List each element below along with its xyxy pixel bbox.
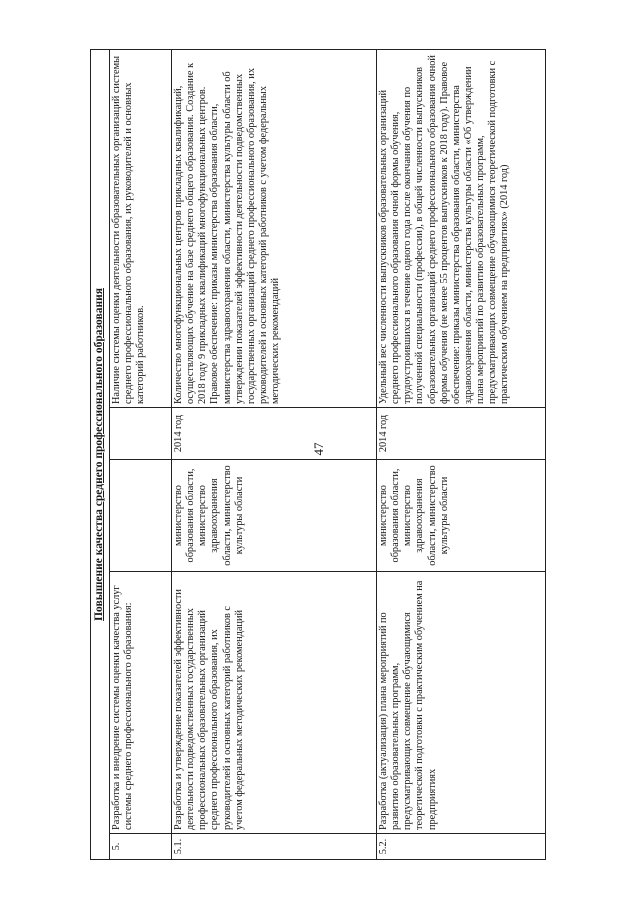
row-number: 5.1. — [172, 834, 377, 860]
result-cell: Удельный вес численности выпускников образовательных организаций среднего профессионального образования очной формы обучения, трудоустроившихся в течение одного года после окончания обучения по полученной специальности (профессии), в общей численности выпускников образовательных организаций среднего профессионального образования очной формы обучения (не менее 55 процентов выпускников к 2018 году). Правовое обеспечение: приказы министерства образования области, министерства здравоохранения области, министерства культуры области «Об утверждении плана мероприятий по развитию образовательных программ, предусматривающих совмещение обучающимися теоретической подготовки с практическим обучением на предприятиях» (2014 год) — [377, 49, 546, 407]
responsible-cell — [110, 460, 172, 572]
page-number: 47 — [311, 442, 326, 456]
row-number: 5.2. — [377, 834, 546, 860]
plan-table — [90, 49, 546, 860]
row-number: 5. — [110, 834, 172, 860]
result-cell: Количество многофункциональных центров прикладных квалификаций, осуществляющих обучение на базе среднего общего образования. Создание к 2018 году 9 прикладных квалификаций многофункциональных центров. Правовое обеспечение: приказы министерства образования области, министерства здравоохранения области, министерства культуры области об утверждении показателей эффективности деятельности подведомственных государственных организаций среднего профессионального образования, их руководителей и основных категорий работников с учетом федеральных методических рекомендаций — [172, 49, 377, 407]
section-title: Повышение качества среднего профессионального образования — [91, 49, 110, 859]
deadline-cell — [110, 408, 172, 460]
action-cell: Разработка (актуализация) плана мероприятий по развитию образовательных программ, предусматривающих совмещение обучающимися теоретической подготовки с практическим обучением на предприятиях — [377, 572, 546, 834]
table-row — [172, 49, 377, 859]
action-cell: Разработка и внедрение системы оценки качества услуг системы среднего профессионального образования: — [110, 572, 172, 834]
deadline-cell: 2014 год — [172, 408, 377, 460]
table-row — [377, 49, 546, 859]
responsible-cell: министерство образования области, министерство здравоохранения области, министерство культуры области — [172, 460, 377, 572]
result-cell: Наличие системы оценки деятельности образовательных организаций системы среднего профессионального образования, их руководителей и основных категорий работников. — [110, 49, 172, 407]
rotated-page — [90, 50, 546, 860]
action-cell: Разработка и утверждение показателей эффективности деятельности подведомственных государственных профессиональных образовательных организаций среднего профессионального образования, их руководителей и основных категорий работников с учетом федеральных методических рекомендаций — [172, 572, 377, 834]
section-title-row — [91, 49, 110, 859]
table-row — [110, 49, 172, 859]
deadline-cell: 2014 год — [377, 408, 546, 460]
responsible-cell: министерство образования области, министерство здравоохранения области, министерство культуры области — [377, 460, 546, 572]
